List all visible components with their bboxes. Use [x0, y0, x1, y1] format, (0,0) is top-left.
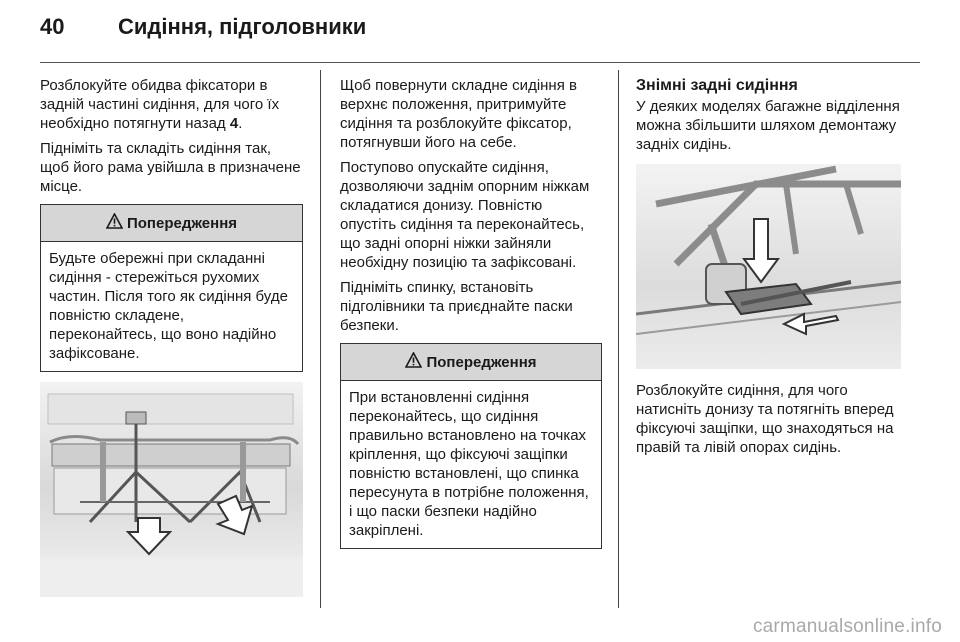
warning-header	[341, 344, 601, 381]
page-reference: 4	[229, 115, 239, 132]
header-rule	[40, 62, 920, 63]
paragraph	[40, 76, 303, 133]
paragraph-text: Розблокуйте обидва фіксатори в задній частині сидіння, для чого їх необхідно потягнути назад	[40, 77, 280, 132]
paragraph: Щоб повернути складне сидіння в верхнє положення, притримуйте сидіння та розблокуйте фіксатор, потягнувши його на себе.	[340, 77, 577, 151]
column-divider	[618, 70, 619, 608]
paragraph: Розблокуйте сидіння, для чого натисніть донизу та потягніть вперед фіксуючі защіпки, що знаходяться на правій та лівій опорах сидінь.	[636, 382, 894, 456]
warning-triangle-icon	[106, 213, 123, 234]
section-heading: Знімні задні сидіння	[636, 77, 798, 94]
watermark: carmanualsonline.info	[752, 616, 942, 637]
column-1	[40, 76, 303, 609]
warning-box	[340, 343, 602, 549]
paragraph-text: .	[238, 115, 243, 132]
column-divider	[320, 70, 321, 608]
warning-text: Будьте обережні при складанні сидіння - стережіться рухомих частин. Після того як сидіння буде повністю складене, переконайтесь, що воно надійно зафіксоване.	[49, 250, 288, 362]
warning-title: Попередження	[426, 353, 537, 371]
column-3	[636, 76, 906, 463]
page-title: Сидіння, підголовники	[118, 14, 367, 39]
column-2	[340, 76, 602, 549]
paragraph: Поступово опускайте сидіння, дозволяючи заднім опорним ніжкам складатися донизу. Повністю опустіть сидіння та переконайтесь, що задні опорні ніжки зайняли необхідну позицію та зафіксовані.	[340, 159, 590, 271]
seat-folding-illustration	[40, 382, 303, 597]
paragraph: Підніміть спинку, встановіть підголівники та приєднайте паски безпеки.	[340, 279, 573, 334]
page-header	[40, 14, 366, 54]
warning-triangle-icon	[405, 352, 422, 373]
seat-latch-illustration	[636, 164, 901, 369]
paragraph: У деяких моделях багажне відділення можна збільшити шляхом демонтажу задніх сидінь.	[636, 98, 900, 153]
warning-title: Попередження	[126, 214, 238, 232]
warning-box	[40, 204, 303, 372]
warning-header	[41, 205, 302, 242]
paragraph: Підніміть та складіть сидіння так, щоб його рама увійшла в призначене місце.	[40, 140, 301, 195]
page-number: 40	[40, 14, 65, 39]
warning-text: При встановленні сидіння переконайтесь, що сидіння правильно встановлено на точках кріплення, що фіксуючі защіпки повністю встановлені, що спинка пересунута в потрібне положення, і що паски безпеки надійно закріплені.	[349, 389, 589, 539]
